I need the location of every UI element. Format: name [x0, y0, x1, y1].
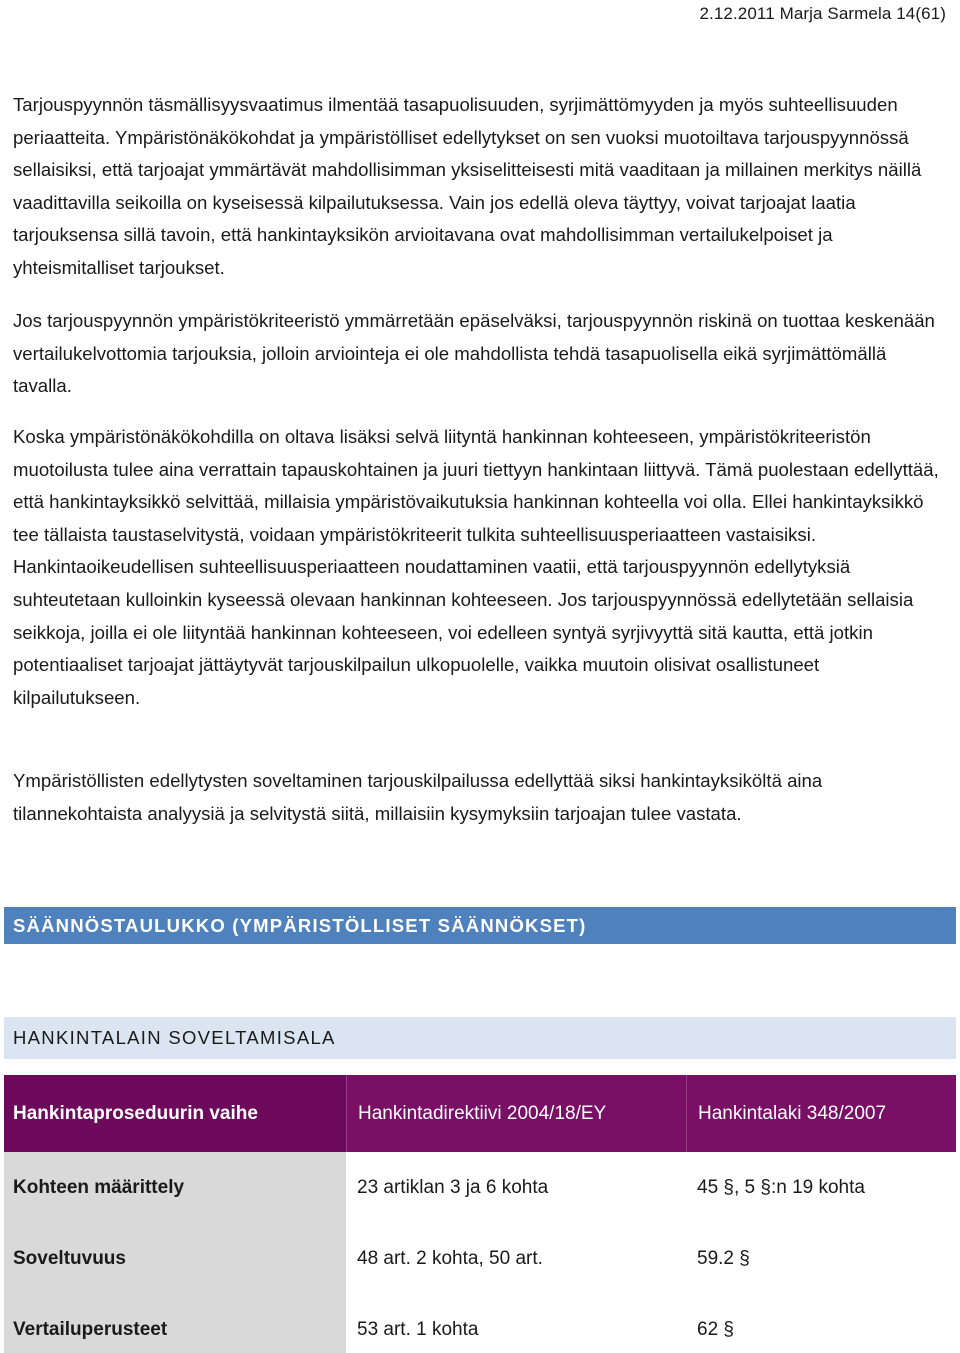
regulation-table	[4, 1017, 956, 1353]
page-header: 2.12.2011 Marja Sarmela 14(61)	[699, 4, 946, 23]
table-cell: 59.2 §	[686, 1223, 956, 1294]
table-row	[4, 1223, 956, 1294]
table-title: HANKINTALAIN SOVELTAMISALA	[4, 1017, 956, 1059]
table-cell: 23 artiklan 3 ja 6 kohta	[346, 1152, 686, 1223]
table-cell: 53 art. 1 kohta	[346, 1294, 686, 1353]
table-header-row	[4, 1075, 956, 1152]
table-row-label: Soveltuvuus	[4, 1223, 346, 1294]
table-header-cell: Hankintalaki 348/2007	[686, 1075, 956, 1152]
table-row-label: Vertailuperusteet	[4, 1294, 346, 1353]
table-spacer	[4, 1059, 956, 1075]
table-header-cell: Hankintadirektiivi 2004/18/EY	[346, 1075, 686, 1152]
table-row	[4, 1294, 956, 1353]
table-row	[4, 1152, 956, 1223]
paragraph-1: Tarjouspyynnön täsmällisyysvaatimus ilmentää tasapuolisuuden, syrjimättömyyden ja myös suhteellisuuden periaatteita. Ympäristönäkökohdat ja ympäristölliset edellytykset on sen vuoksi muotoiltava tarjouspyynnössä sellaisiksi, että tarjoajat ymmärtävät mahdollisimman yksiselitteisesti mitä vaaditaan ja millainen merkitys näillä vaadittavilla seikoilla on kyseisessä kilpailutuksessa. Vain jos edellä oleva täyttyy, voivat tarjoajat laatia tarjouksensa sillä tavoin, että hankintayksikön arvioitavana ovat mahdollisimman vertailukelpoiset ja yhteismitalliset tarjoukset.	[13, 94, 922, 278]
table-row-label: Kohteen määrittely	[4, 1152, 346, 1223]
paragraph-2: Jos tarjouspyynnön ympäristökriteeristö ymmärretään epäselväksi, tarjouspyynnön riskinä on tuottaa keskenään vertailukelvottomia tarjouksia, jolloin arviointeja ei ole mahdollista tehdä tasapuolisella eikä syrjimättömällä tavalla.	[13, 310, 935, 397]
table-cell: 48 art. 2 kohta, 50 art.	[346, 1223, 686, 1294]
section-heading: SÄÄNNÖSTAULUKKO (YMPÄRISTÖLLISET SÄÄNNÖKSET)	[4, 907, 956, 944]
paragraph-4: Ympäristöllisten edellytysten soveltaminen tarjouskilpailussa edellyttää siksi hankintayksiköltä aina tilannekohtaista analyysiä ja selvitystä siitä, millaisiin kysymyksiin tarjoajan tulee vastata.	[13, 770, 823, 824]
table-cell: 45 §, 5 §:n 19 kohta	[686, 1152, 956, 1223]
paragraph-3: Koska ympäristönäkökohdilla on oltava lisäksi selvä liityntä hankinnan kohteeseen, ympäristökriteeristön muotoilusta tulee aina verrattain tapauskohtainen ja juuri tiettyyn hankintaan liittyvä. Tämä puolestaan edellyttää, että hankintayksikkö selvittää, millaisia ympäristövaikutuksia hankinnan kohteella voi olla. Ellei hankintayksikkö tee tällaista taustaselvitystä, voidaan ympäristökriteerit tulkita suhteellisuusperiaatteen vastaisiksi. Hankintaoikeudellisen suhteellisuusperiaatteen noudattaminen vaatii, että tarjouspyynnön edellytyksiä suhteutetaan kulloinkin kyseessä olevaan hankinnan kohteeseen. Jos tarjouspyynnössä edellytetään sellaisia seikkoja, joilla ei ole liityntää hankinnan kohteeseen, voi edelleen syntyä syrjivyyttä sitä kautta, että jotkin potentiaaliset tarjoajat jättäytyvät tarjouskilpailun ulkopuolelle, vaikka muutoin olisivat osallistuneet kilpailutukseen.	[13, 426, 939, 708]
table-cell: 62 §	[686, 1294, 956, 1353]
table-header-cell: Hankintaproseduurin vaihe	[4, 1075, 346, 1152]
